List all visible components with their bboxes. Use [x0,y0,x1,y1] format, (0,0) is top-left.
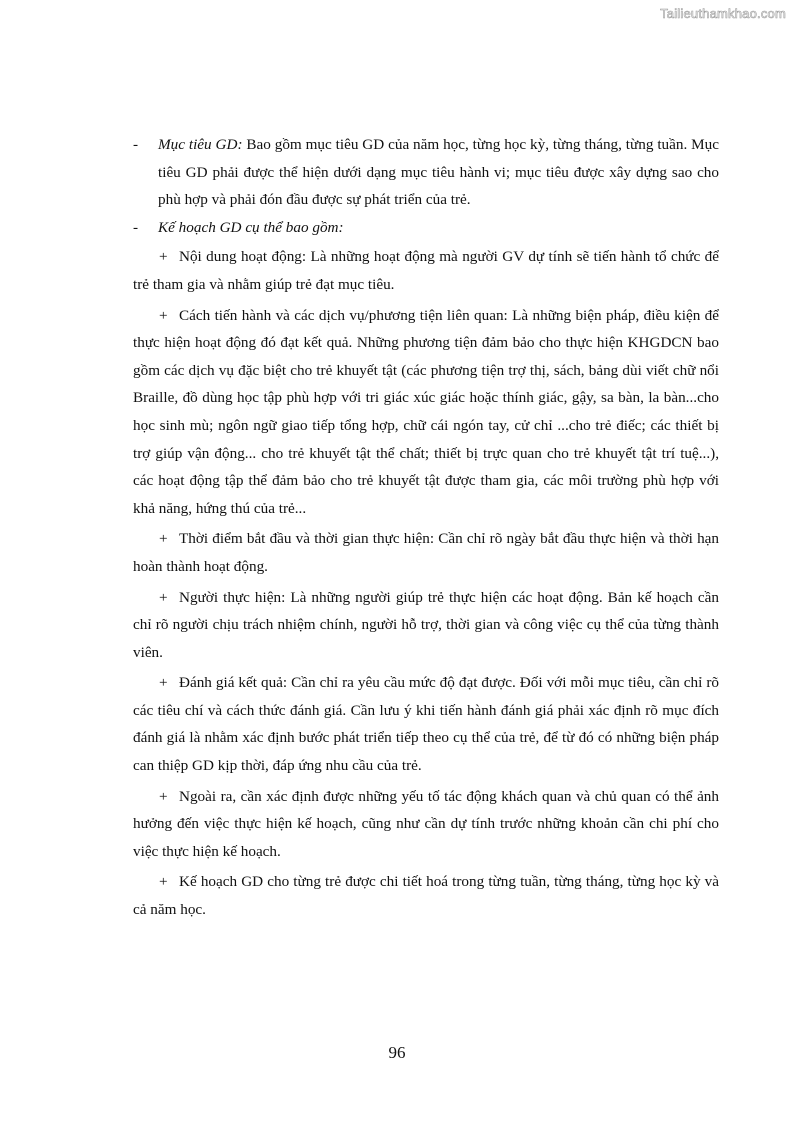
item-text: Bao gồm mục tiêu GD của năm học, từng học kỳ, từng tháng, từng tuần. Mục tiêu GD phải được thể hiện dưới dạng mục tiêu hành vi; mục tiêu được xây dựng sao cho phù hợp và phải đón đầu được sự phát triển của trẻ. [158,136,719,209]
paragraph-ngoai-ra [133,783,719,866]
plus-marker: + [159,530,168,548]
paragraph-text: Thời điểm bắt đầu và thời gian thực hiện: Cần chỉ rõ ngày bắt đầu thực hiện và thời hạn hoàn thành hoạt động. [133,530,719,575]
list-item-muc-tieu [133,131,719,214]
paragraph-text: Ngoài ra, cần xác định được những yếu tố tác động khách quan và chủ quan có thể ảnh hưởng đến việc thực hiện kế hoạch, cũng như cần dự tính trước những khoản cần chi phí cho việc thực hiện kế hoạch. [133,787,719,860]
paragraph-text: Đánh giá kết quả: Cần chỉ ra yêu cầu mức độ đạt được. Đối với mỗi mục tiêu, cần chỉ rõ các tiêu chí và cách thức đánh giá. Cần lưu ý khi tiến hành đánh giá phải xác định rõ mục đích đánh giá là nhằm xác định bước phát triển tiếp theo cụ thể của trẻ, để từ đó có những biện pháp can thiệp GD kịp thời, đáp ứng nhu cầu của trẻ. [133,674,719,775]
paragraph-chi-tiet-hoa [133,868,719,923]
item-label: Mục tiêu GD: [158,136,243,153]
paragraph-noi-dung [133,243,719,298]
plus-marker: + [159,248,168,266]
page-number: 96 [388,1043,406,1062]
list-item-ke-hoach [133,214,719,242]
dash-marker: - [133,136,139,153]
paragraph-text: Kế hoạch GD cho từng trẻ được chi tiết hoá trong từng tuần, từng tháng, từng học kỳ và cả năm học. [133,873,719,919]
item-label: Kế hoạch GD cụ thể bao gồm: [158,218,344,236]
page-content [133,131,719,924]
plus-marker: + [159,787,168,805]
watermark: Tailieuthamkhao.com [660,6,786,21]
plus-marker: + [159,873,168,891]
paragraph-cach-tien-hanh [133,302,719,523]
paragraph-danh-gia [133,669,719,779]
dash-marker: - [133,218,139,236]
plus-marker: + [159,674,168,692]
paragraph-text: Người thực hiện: Là những người giúp trẻ thực hiện các hoạt động. Bản kế hoạch cần chỉ rõ người chịu trách nhiệm chính, người hỗ trợ, thời gian và công việc cụ thể của từng thành viên. [133,588,719,661]
paragraph-nguoi-thuc-hien [133,584,719,667]
plus-marker: + [159,306,168,324]
paragraph-text: Nội dung hoạt động: Là những hoạt động mà người GV dự tính sẽ tiến hành tổ chức để trẻ tham gia và nhằm giúp trẻ đạt mục tiêu. [133,248,719,293]
paragraph-thoi-diem [133,525,719,580]
paragraph-text: Cách tiến hành và các dịch vụ/phương tiện liên quan: Là những biện pháp, điều kiện để thực hiện hoạt động đó đạt kết quả. Những phương tiện đảm bảo cho thực hiện KHGDCN bao gồm các dịch vụ đặc biệt cho trẻ khuyết tật (các phương tiện trợ thị, sách, bảng dùi viết chữ nổi Braille, đồ dùng học tập phù hợp với tri giác xúc giác hoặc thính giác, gậy, sa bàn, la bàn...cho học sinh mù; ngôn ngữ giao tiếp tổng hợp, chữ cái ngón tay, cử chỉ ...cho trẻ điếc; các thiết bị trợ giúp vận động... cho trẻ khuyết tật thể chất; thiết bị trực quan cho trẻ khuyết tật trí tuệ...), các hoạt động tập thể đảm bảo cho trẻ khuyết tật được tham gia, các môi trường phù hợp với khả năng, hứng thú của trẻ... [133,306,719,517]
plus-marker: + [159,588,168,606]
